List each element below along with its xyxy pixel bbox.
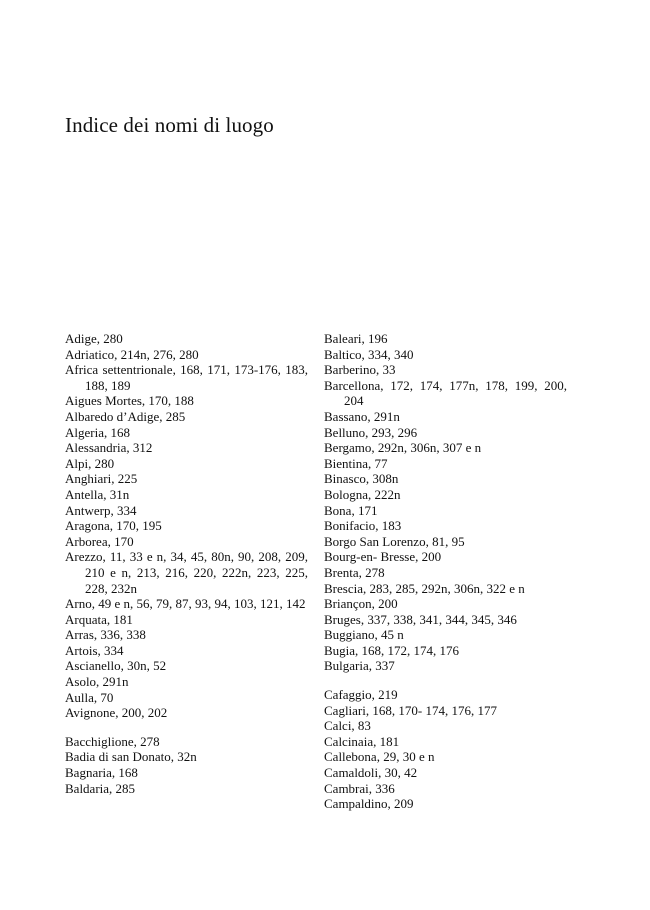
- index-entry: Cafaggio, 219: [324, 687, 398, 703]
- index-entry: Bugia, 168, 172, 174, 176: [324, 642, 460, 658]
- index-entry: Bientina, 77: [324, 455, 388, 471]
- index-entry: Briançon, 200: [324, 596, 398, 612]
- index-entry: Barberino, 33: [324, 362, 396, 378]
- index-entry: Arezzo, 11, 33 e n, 34, 45, 80n, 90, 208, 209, 210 e n, 213, 216, 220, 222n, 223, 225, 228, 232n: [65, 549, 308, 596]
- index-entry: Bonifacio, 183: [324, 518, 402, 534]
- index-entry: Artois, 334: [65, 642, 124, 658]
- index-column-left: [65, 331, 308, 796]
- index-entry: Arras, 336, 338: [65, 627, 146, 643]
- index-entry: Aulla, 70: [65, 689, 114, 705]
- index-entry: Bulgaria, 337: [324, 658, 395, 674]
- index-entry: Calcinaia, 181: [324, 733, 400, 749]
- letter-group-gap: [324, 674, 567, 687]
- index-entry: Alessandria, 312: [65, 440, 153, 456]
- index-entry: Bassano, 291n: [324, 408, 400, 424]
- index-entry: Bona, 171: [324, 502, 378, 518]
- index-entry: Bergamo, 292n, 306n, 307 e n: [324, 440, 482, 456]
- index-entry: Badia di san Donato, 32n: [65, 749, 197, 765]
- index-entry: Callebona, 29, 30 e n: [324, 749, 435, 765]
- index-entry: Anghiari, 225: [65, 471, 138, 487]
- index-entry: Albaredo d’Adige, 285: [65, 408, 186, 424]
- index-entry: Avignone, 200, 202: [65, 705, 168, 721]
- index-entry: Bagnaria, 168: [65, 765, 138, 781]
- page-title: Indice dei nomi di luogo: [65, 113, 274, 137]
- index-entry: Antella, 31n: [65, 486, 130, 502]
- index-entry: Brescia, 283, 285, 292n, 306n, 322 e n: [324, 580, 525, 596]
- index-entry: Buggiano, 45 n: [324, 627, 404, 643]
- letter-group-gap: [65, 721, 308, 734]
- index-entry: Ascianello, 30n, 52: [65, 658, 167, 674]
- index-column-right: [324, 331, 567, 812]
- index-entry: Arborea, 170: [65, 533, 134, 549]
- index-entry: Binasco, 308n: [324, 471, 399, 487]
- index-entry: Cambrai, 336: [324, 780, 395, 796]
- index-entry: Adige, 280: [65, 331, 123, 346]
- index-entry: Baltico, 334, 340: [324, 346, 414, 362]
- index-entry: Cagliari, 168, 170- 174, 176, 177: [324, 702, 497, 718]
- index-entry: Borgo San Lorenzo, 81, 95: [324, 533, 465, 549]
- index-entry: Baldaria, 285: [65, 780, 136, 796]
- index-entry: Aigues Mortes, 170, 188: [65, 393, 194, 409]
- index-entry: Adriatico, 214n, 276, 280: [65, 346, 199, 362]
- index-entry: Africa settentrionale, 168, 171, 173-176, 183, 188, 189: [65, 362, 308, 393]
- index-entry: Bacchiglione, 278: [65, 733, 160, 749]
- index-entry: Brenta, 278: [324, 564, 385, 580]
- index-entry: Algeria, 168: [65, 424, 130, 440]
- index-entry: Antwerp, 334: [65, 502, 137, 518]
- index-entry: Arquata, 181: [65, 611, 133, 627]
- index-entry: Bruges, 337, 338, 341, 344, 345, 346: [324, 611, 517, 627]
- index-entry: Asolo, 291n: [65, 674, 129, 690]
- index-entry: Campaldino, 209: [324, 796, 414, 812]
- index-entry: Barcellona, 172, 174, 177n, 178, 199, 200, 204: [324, 377, 567, 409]
- index-entry: Calci, 83: [324, 718, 371, 734]
- index-entry: Belluno, 293, 296: [324, 424, 418, 440]
- index-entry: Aragona, 170, 195: [65, 518, 162, 534]
- index-entry: Alpi, 280: [65, 455, 115, 471]
- index-entry: Arno, 49 e n, 56, 79, 87, 93, 94, 103, 121, 142: [65, 596, 306, 612]
- index-entry: Bourg-en- Bresse, 200: [324, 549, 442, 565]
- index-entry: Baleari, 196: [324, 331, 388, 346]
- index-entry: Camaldoli, 30, 42: [324, 765, 418, 781]
- index-entry: Bologna, 222n: [324, 486, 401, 502]
